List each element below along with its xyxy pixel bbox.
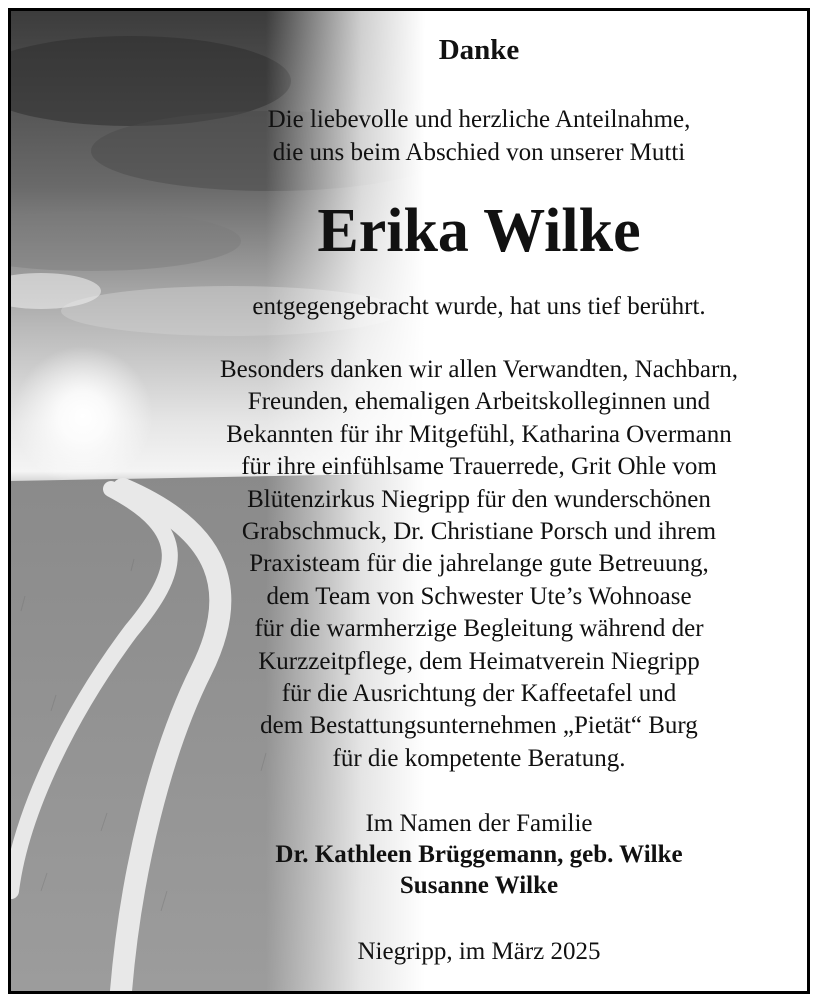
place-date: Niegripp, im März 2025 [357,938,601,965]
thanks-line: Grabschmuck, Dr. Christiane Porsch und ihrem [241,518,717,546]
thanks-line: dem Bestattungsunternehmen „Pietät“ Burg [260,712,698,740]
deceased-name: Erika Wilke [317,197,641,265]
notice-heading: Danke [438,34,520,66]
thanks-line: Praxisteam für die jahrelange gute Betreuung, [249,550,709,578]
thanks-line: Kurzzeitpflege, dem Heimatverein Niegripp [258,647,700,675]
thanks-line: dem Team von Schwester Ute’s Wohnoase [266,582,692,610]
family-signature [151,808,807,901]
signature-intro: Im Namen der Familie [365,810,593,837]
thanks-line: für die Ausrichtung der Kaffeetafel und [281,680,677,708]
thanks-line: Blütenzirkus Niegripp für den wunderschönen [247,485,711,513]
obituary-notice [8,8,810,994]
thanks-line: für ihre einfühlsame Trauerrede, Grit Ohle vom [241,453,717,481]
signature-name: Susanne Wilke [399,872,559,899]
thanks-line: Bekannten für ihr Mitgefühl, Katharina Overmann [226,420,732,448]
intro-line: Die liebevolle und herzliche Anteilnahme, [267,106,691,133]
thanks-paragraph [151,354,807,775]
intro-line: die uns beim Abschied von unserer Mutti [272,139,686,166]
thanks-line: Freunden, ehemaligen Arbeitskolleginnen und [247,388,711,416]
signature-name: Dr. Kathleen Brüggemann, geb. Wilke [275,841,683,868]
intro-text [151,103,807,169]
thanks-line: Besonders danken wir allen Verwandten, Nachbarn, [219,356,739,383]
after-name-text: entgegengebracht wurde, hat uns tief berührt. [252,293,706,320]
thanks-line: für die kompetente Beratung. [332,744,626,772]
thanks-line: für die warmherzige Begleitung während der [254,615,704,643]
